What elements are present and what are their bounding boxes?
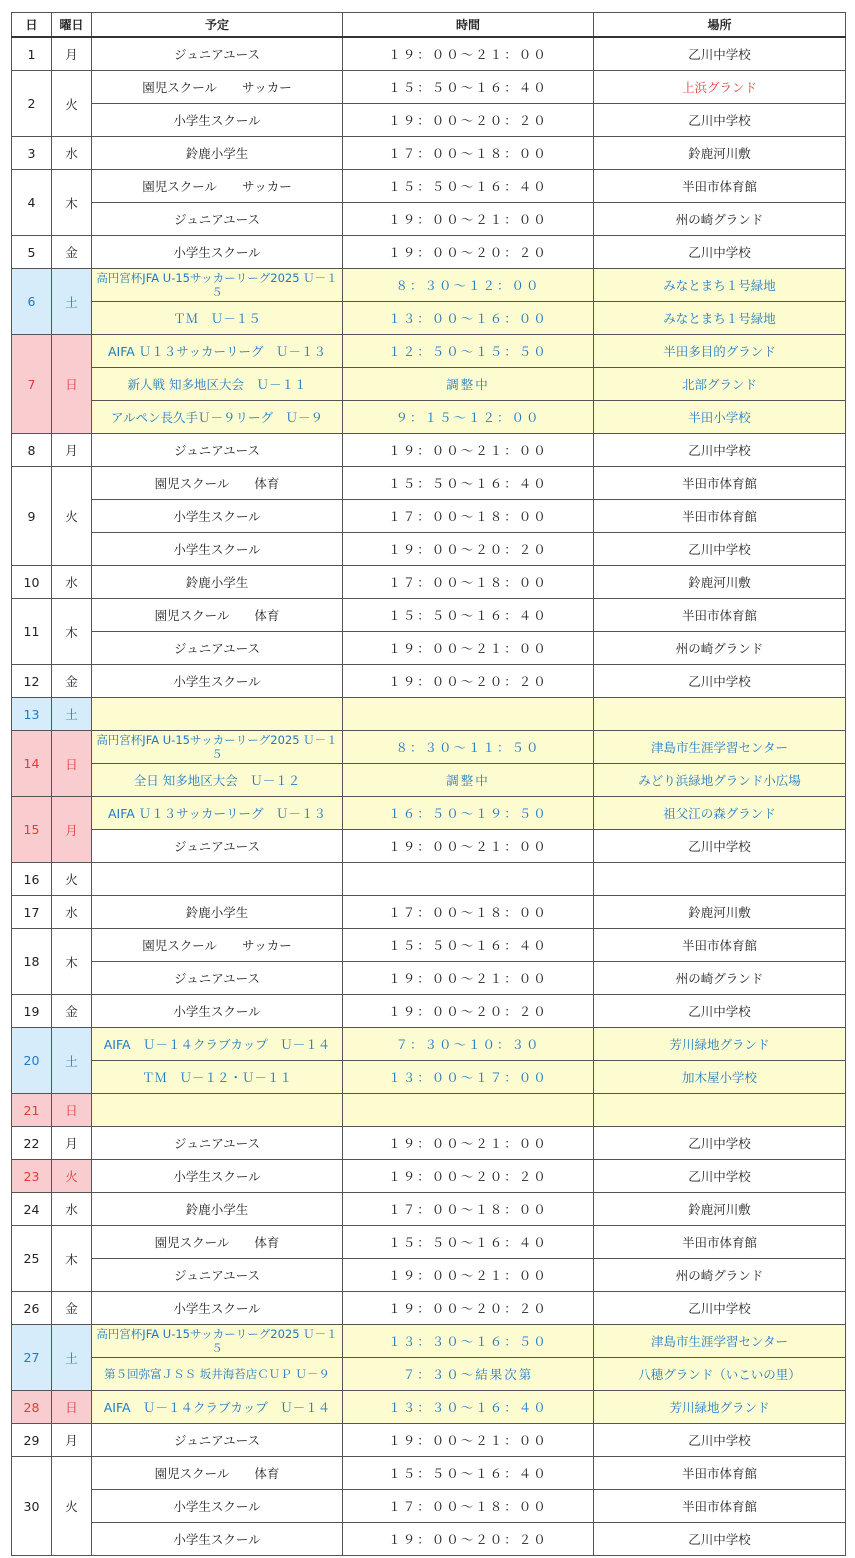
weekday-cell: 金	[52, 1292, 92, 1325]
table-row	[12, 500, 846, 533]
event-place-cell: みなとまち１号緑地	[594, 269, 846, 302]
weekday-cell: 火	[52, 1457, 92, 1556]
day-cell: 29	[12, 1424, 52, 1457]
table-row	[12, 1160, 846, 1193]
event-place-cell: 鈴鹿河川敷	[594, 137, 846, 170]
event-place-cell: みなとまち１号緑地	[594, 302, 846, 335]
day-cell: 7	[12, 335, 52, 434]
weekday-cell: 土	[52, 1028, 92, 1094]
event-time-cell: ９：１５～１２：００	[343, 401, 594, 434]
event-place-cell: 州の崎グランド	[594, 203, 846, 236]
event-name-cell: 高円宮杯JFA U-15サッカーリーグ2025 Ｕ－１５	[92, 731, 343, 764]
event-place-cell: 半田市体育館	[594, 500, 846, 533]
table-row	[12, 170, 846, 203]
weekday-cell: 月	[52, 37, 92, 71]
table-row	[12, 566, 846, 599]
table-row	[12, 830, 846, 863]
event-time-cell	[343, 698, 594, 731]
event-name-cell: 高円宮杯JFA U-15サッカーリーグ2025 Ｕ－１５	[92, 269, 343, 302]
event-place-cell: 乙川中学校	[594, 665, 846, 698]
event-place-cell: 乙川中学校	[594, 1424, 846, 1457]
event-name-cell: 第５回弥富ＪＳＳ 坂井海苔店ＣＵＰ Ｕ－９	[92, 1358, 343, 1391]
day-cell: 15	[12, 797, 52, 863]
table-row	[12, 1325, 846, 1358]
event-place-cell: 乙川中学校	[594, 830, 846, 863]
day-cell: 17	[12, 896, 52, 929]
event-name-cell	[92, 698, 343, 731]
table-row	[12, 764, 846, 797]
day-cell: 27	[12, 1325, 52, 1391]
table-row	[12, 1358, 846, 1391]
day-cell: 13	[12, 698, 52, 731]
weekday-cell: 月	[52, 1127, 92, 1160]
event-name-cell: 小学生スクール	[92, 1490, 343, 1523]
table-row	[12, 1523, 846, 1556]
event-place-cell: 半田市体育館	[594, 467, 846, 500]
table-row	[12, 302, 846, 335]
event-name-cell: 小学生スクール	[92, 236, 343, 269]
day-cell: 26	[12, 1292, 52, 1325]
event-place-cell: 半田市体育館	[594, 1457, 846, 1490]
event-time-cell: １５：５０～１６：４０	[343, 467, 594, 500]
event-place-cell: 鈴鹿河川敷	[594, 1193, 846, 1226]
weekday-cell: 火	[52, 71, 92, 137]
event-place-cell: 乙川中学校	[594, 236, 846, 269]
weekday-cell: 水	[52, 1193, 92, 1226]
weekday-cell: 金	[52, 665, 92, 698]
event-time-cell: １７：００～１８：００	[343, 896, 594, 929]
event-time-cell: １３：３０～１６：４０	[343, 1391, 594, 1424]
event-time-cell: 調整中	[343, 368, 594, 401]
event-name-cell: 小学生スクール	[92, 1523, 343, 1556]
table-row	[12, 335, 846, 368]
event-name-cell: 園児スクール サッカー	[92, 71, 343, 104]
event-name-cell: ジュニアユース	[92, 37, 343, 71]
event-place-cell	[594, 863, 846, 896]
day-cell: 11	[12, 599, 52, 665]
table-row	[12, 863, 846, 896]
event-name-cell: 小学生スクール	[92, 533, 343, 566]
event-name-cell: 小学生スクール	[92, 1160, 343, 1193]
weekday-cell: 火	[52, 863, 92, 896]
day-cell: 1	[12, 37, 52, 71]
event-name-cell: 小学生スクール	[92, 1292, 343, 1325]
weekday-cell: 月	[52, 1424, 92, 1457]
event-time-cell: １７：００～１８：００	[343, 1490, 594, 1523]
event-time-cell: １９：００～２０：２０	[343, 995, 594, 1028]
weekday-cell: 火	[52, 1160, 92, 1193]
event-time-cell: ８：３０～１２：００	[343, 269, 594, 302]
header-row	[12, 13, 846, 38]
weekday-cell: 木	[52, 929, 92, 995]
event-place-cell: 津島市生涯学習センター	[594, 731, 846, 764]
weekday-cell: 木	[52, 599, 92, 665]
day-cell: 20	[12, 1028, 52, 1094]
table-row	[12, 962, 846, 995]
event-name-cell: 園児スクール 体育	[92, 1457, 343, 1490]
event-time-cell: １９：００～２１：００	[343, 434, 594, 467]
event-time-cell: １９：００～２１：００	[343, 37, 594, 71]
schedule-table	[11, 12, 846, 1556]
table-row	[12, 1226, 846, 1259]
event-place-cell: 乙川中学校	[594, 1160, 846, 1193]
table-row	[12, 368, 846, 401]
event-time-cell: １３：３０～１６：５０	[343, 1325, 594, 1358]
event-name-cell: 園児スクール サッカー	[92, 170, 343, 203]
event-place-cell: 上浜グランド	[594, 71, 846, 104]
header-schedule: 予定	[92, 13, 343, 38]
table-row	[12, 896, 846, 929]
event-name-cell: ＴＭ Ｕ－１５	[92, 302, 343, 335]
event-name-cell: ジュニアユース	[92, 1424, 343, 1457]
day-cell: 23	[12, 1160, 52, 1193]
event-name-cell: 鈴鹿小学生	[92, 1193, 343, 1226]
event-place-cell: 津島市生涯学習センター	[594, 1325, 846, 1358]
event-time-cell: １９：００～２０：２０	[343, 1523, 594, 1556]
event-place-cell	[594, 698, 846, 731]
event-place-cell: 乙川中学校	[594, 434, 846, 467]
event-place-cell: 乙川中学校	[594, 1127, 846, 1160]
day-cell: 24	[12, 1193, 52, 1226]
event-name-cell: 園児スクール 体育	[92, 467, 343, 500]
event-name-cell: 全日 知多地区大会 Ｕ－１２	[92, 764, 343, 797]
table-row	[12, 71, 846, 104]
event-place-cell: 半田市体育館	[594, 599, 846, 632]
event-name-cell: 鈴鹿小学生	[92, 896, 343, 929]
weekday-cell: 月	[52, 797, 92, 863]
event-time-cell: １５：５０～１６：４０	[343, 599, 594, 632]
table-row	[12, 533, 846, 566]
table-row	[12, 1457, 846, 1490]
event-time-cell	[343, 1094, 594, 1127]
weekday-cell: 木	[52, 1226, 92, 1292]
event-name-cell: アルペン長久手Ｕ－９リーグ Ｕ－９	[92, 401, 343, 434]
day-cell: 30	[12, 1457, 52, 1556]
event-time-cell: １９：００～２１：００	[343, 203, 594, 236]
event-time-cell: １５：５０～１６：４０	[343, 170, 594, 203]
event-place-cell: 州の崎グランド	[594, 1259, 846, 1292]
weekday-cell: 土	[52, 1325, 92, 1391]
weekday-cell: 月	[52, 434, 92, 467]
event-time-cell: ８：３０～１１：５０	[343, 731, 594, 764]
event-time-cell: １２：５０～１５：５０	[343, 335, 594, 368]
event-time-cell: １９：００～２０：２０	[343, 665, 594, 698]
event-place-cell: 鈴鹿河川敷	[594, 566, 846, 599]
event-place-cell: 半田多目的グランド	[594, 335, 846, 368]
day-cell: 22	[12, 1127, 52, 1160]
table-row	[12, 1424, 846, 1457]
day-cell: 12	[12, 665, 52, 698]
event-place-cell: 芳川緑地グランド	[594, 1028, 846, 1061]
weekday-cell: 土	[52, 698, 92, 731]
event-time-cell: １７：００～１８：００	[343, 1193, 594, 1226]
event-time-cell: １９：００～２０：２０	[343, 1160, 594, 1193]
table-row	[12, 1028, 846, 1061]
event-time-cell: １９：００～２０：２０	[343, 236, 594, 269]
weekday-cell: 水	[52, 896, 92, 929]
event-name-cell: ジュニアユース	[92, 962, 343, 995]
weekday-cell: 金	[52, 995, 92, 1028]
day-cell: 9	[12, 467, 52, 566]
day-cell: 2	[12, 71, 52, 137]
weekday-cell: 日	[52, 335, 92, 434]
event-name-cell: 園児スクール サッカー	[92, 929, 343, 962]
event-place-cell: 乙川中学校	[594, 37, 846, 71]
table-row	[12, 1193, 846, 1226]
event-place-cell: 鈴鹿河川敷	[594, 896, 846, 929]
event-time-cell: １５：５０～１６：４０	[343, 71, 594, 104]
weekday-cell: 火	[52, 467, 92, 566]
event-name-cell: AIFA Ｕ１３サッカーリーグ Ｕ－１３	[92, 797, 343, 830]
table-row	[12, 269, 846, 302]
weekday-cell: 日	[52, 1391, 92, 1424]
table-row	[12, 137, 846, 170]
event-place-cell: 半田市体育館	[594, 170, 846, 203]
day-cell: 16	[12, 863, 52, 896]
event-place-cell	[594, 1094, 846, 1127]
table-row	[12, 1391, 846, 1424]
event-name-cell: AIFA Ｕ－１４クラブカップ Ｕ－１４	[92, 1391, 343, 1424]
table-row	[12, 1490, 846, 1523]
event-place-cell: 半田小学校	[594, 401, 846, 434]
schedule-body	[12, 37, 846, 1556]
event-name-cell: 園児スクール 体育	[92, 599, 343, 632]
event-time-cell: １５：５０～１６：４０	[343, 929, 594, 962]
event-place-cell: 州の崎グランド	[594, 962, 846, 995]
table-row	[12, 1061, 846, 1094]
table-row	[12, 698, 846, 731]
event-place-cell: みどり浜緑地グランド小広場	[594, 764, 846, 797]
table-row	[12, 1127, 846, 1160]
event-time-cell: 調整中	[343, 764, 594, 797]
day-cell: 19	[12, 995, 52, 1028]
table-row	[12, 599, 846, 632]
event-time-cell: ７：３０～１０：３０	[343, 1028, 594, 1061]
event-name-cell: 小学生スクール	[92, 995, 343, 1028]
day-cell: 18	[12, 929, 52, 995]
event-name-cell: 園児スクール 体育	[92, 1226, 343, 1259]
event-time-cell: １９：００～２１：００	[343, 830, 594, 863]
event-name-cell: 鈴鹿小学生	[92, 566, 343, 599]
table-row	[12, 434, 846, 467]
event-place-cell: 祖父江の森グランド	[594, 797, 846, 830]
weekday-cell: 水	[52, 137, 92, 170]
event-name-cell: ジュニアユース	[92, 1127, 343, 1160]
weekday-cell: 金	[52, 236, 92, 269]
event-place-cell: 乙川中学校	[594, 1292, 846, 1325]
table-row	[12, 1259, 846, 1292]
event-place-cell: 乙川中学校	[594, 104, 846, 137]
event-time-cell: １７：００～１８：００	[343, 137, 594, 170]
event-time-cell: １５：５０～１６：４０	[343, 1457, 594, 1490]
header-time: 時間	[343, 13, 594, 38]
weekday-cell: 日	[52, 1094, 92, 1127]
table-row	[12, 731, 846, 764]
day-cell: 4	[12, 170, 52, 236]
event-time-cell: １６：５０～１９：５０	[343, 797, 594, 830]
event-place-cell: 芳川緑地グランド	[594, 1391, 846, 1424]
event-time-cell: １７：００～１８：００	[343, 500, 594, 533]
event-name-cell	[92, 863, 343, 896]
event-time-cell: １９：００～２０：２０	[343, 104, 594, 137]
event-time-cell: １７：００～１８：００	[343, 566, 594, 599]
weekday-cell: 日	[52, 731, 92, 797]
table-row	[12, 995, 846, 1028]
event-place-cell: 州の崎グランド	[594, 632, 846, 665]
event-name-cell: ＴＭ Ｕ－１２・Ｕ－１１	[92, 1061, 343, 1094]
event-name-cell: 小学生スクール	[92, 665, 343, 698]
table-row	[12, 797, 846, 830]
table-row	[12, 203, 846, 236]
event-place-cell: 半田市体育館	[594, 1226, 846, 1259]
event-time-cell: ７：３０～結果次第	[343, 1358, 594, 1391]
header-day: 日	[12, 13, 52, 38]
event-time-cell: １５：５０～１６：４０	[343, 1226, 594, 1259]
header-weekday: 曜日	[52, 13, 92, 38]
event-time-cell: １３：００～１６：００	[343, 302, 594, 335]
day-cell: 8	[12, 434, 52, 467]
day-cell: 3	[12, 137, 52, 170]
event-place-cell: 乙川中学校	[594, 995, 846, 1028]
header-place: 場所	[594, 13, 846, 38]
event-place-cell: 乙川中学校	[594, 1523, 846, 1556]
event-name-cell: 新人戦 知多地区大会 Ｕ－１１	[92, 368, 343, 401]
event-place-cell: 北部グランド	[594, 368, 846, 401]
day-cell: 25	[12, 1226, 52, 1292]
event-time-cell: １９：００～２１：００	[343, 632, 594, 665]
event-place-cell: 八穂グランド（いこいの里）	[594, 1358, 846, 1391]
table-row	[12, 1292, 846, 1325]
event-name-cell: ジュニアユース	[92, 203, 343, 236]
event-time-cell: １９：００～２１：００	[343, 1259, 594, 1292]
table-row	[12, 104, 846, 137]
table-row	[12, 665, 846, 698]
day-cell: 6	[12, 269, 52, 335]
event-time-cell: １９：００～２１：００	[343, 1127, 594, 1160]
table-row	[12, 236, 846, 269]
table-row	[12, 37, 846, 71]
event-name-cell: ジュニアユース	[92, 434, 343, 467]
event-name-cell: 小学生スクール	[92, 500, 343, 533]
event-time-cell: １９：００～２０：２０	[343, 1292, 594, 1325]
event-place-cell: 乙川中学校	[594, 533, 846, 566]
table-row	[12, 632, 846, 665]
table-row	[12, 401, 846, 434]
day-cell: 10	[12, 566, 52, 599]
event-name-cell	[92, 1094, 343, 1127]
event-place-cell: 半田市体育館	[594, 1490, 846, 1523]
event-time-cell: １９：００～２１：００	[343, 962, 594, 995]
day-cell: 14	[12, 731, 52, 797]
weekday-cell: 水	[52, 566, 92, 599]
table-row	[12, 467, 846, 500]
event-name-cell: AIFA Ｕ１３サッカーリーグ Ｕ－１３	[92, 335, 343, 368]
event-name-cell: ジュニアユース	[92, 830, 343, 863]
day-cell: 5	[12, 236, 52, 269]
weekday-cell: 土	[52, 269, 92, 335]
event-name-cell: AIFA Ｕ－１４クラブカップ Ｕ－１４	[92, 1028, 343, 1061]
table-row	[12, 929, 846, 962]
event-time-cell	[343, 863, 594, 896]
weekday-cell: 木	[52, 170, 92, 236]
table-row	[12, 1094, 846, 1127]
event-place-cell: 半田市体育館	[594, 929, 846, 962]
event-name-cell: 高円宮杯JFA U-15サッカーリーグ2025 Ｕ－１５	[92, 1325, 343, 1358]
event-place-cell: 加木屋小学校	[594, 1061, 846, 1094]
day-cell: 21	[12, 1094, 52, 1127]
event-name-cell: ジュニアユース	[92, 1259, 343, 1292]
event-time-cell: １９：００～２１：００	[343, 1424, 594, 1457]
event-name-cell: ジュニアユース	[92, 632, 343, 665]
event-name-cell: 小学生スクール	[92, 104, 343, 137]
event-time-cell: １３：００～１７：００	[343, 1061, 594, 1094]
day-cell: 28	[12, 1391, 52, 1424]
event-name-cell: 鈴鹿小学生	[92, 137, 343, 170]
event-time-cell: １９：００～２０：２０	[343, 533, 594, 566]
